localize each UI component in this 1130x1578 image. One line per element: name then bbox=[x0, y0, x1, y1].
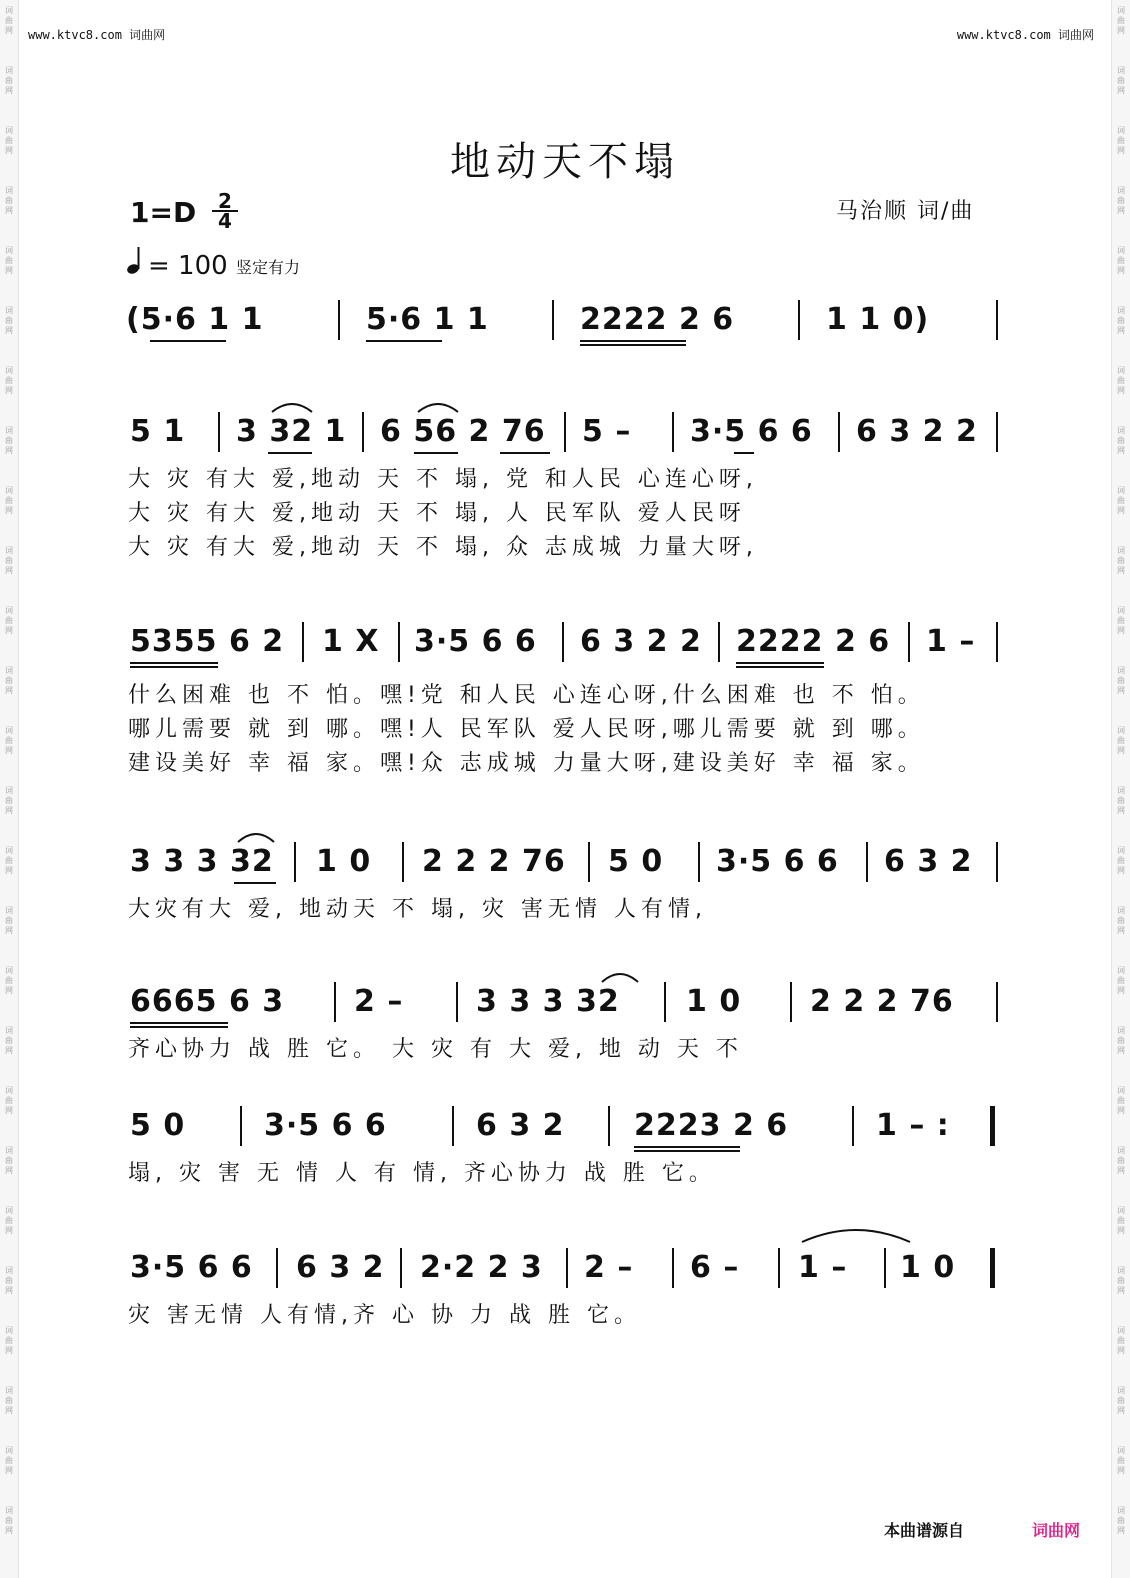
watermark-text: 词 曲 网 bbox=[5, 186, 13, 215]
watermark-text: 词 曲 网 bbox=[1117, 1086, 1125, 1115]
measure: 3·5 6 6 bbox=[130, 1250, 253, 1285]
watermark-text: 词 曲 网 bbox=[5, 1026, 13, 1055]
watermark-text: 词 曲 网 bbox=[1117, 1326, 1125, 1355]
barline bbox=[996, 300, 998, 340]
barline bbox=[400, 1248, 402, 1288]
underline bbox=[580, 340, 686, 342]
watermark-text: 词 曲 网 bbox=[1117, 6, 1125, 35]
underline bbox=[634, 1150, 740, 1152]
barline bbox=[334, 982, 336, 1022]
footer-source-label: 本曲谱源自 bbox=[884, 1521, 965, 1540]
underline bbox=[500, 452, 550, 454]
barline bbox=[866, 842, 868, 882]
watermark-text: 词 曲 网 bbox=[5, 666, 13, 695]
barline bbox=[672, 412, 674, 452]
barline bbox=[884, 1248, 886, 1288]
watermark-text: 词 曲 网 bbox=[5, 1446, 13, 1475]
underline bbox=[234, 882, 276, 884]
watermark-text: 词 曲 网 bbox=[5, 366, 13, 395]
watermark-text: 词 曲 网 bbox=[5, 1086, 13, 1115]
watermark-text: 词 曲 网 bbox=[1117, 426, 1125, 455]
measure: 1 1 0) bbox=[826, 302, 930, 337]
time-signature bbox=[212, 189, 238, 233]
measure: 5 0 bbox=[130, 1108, 186, 1143]
barline bbox=[218, 412, 220, 452]
music-system-3 bbox=[0, 620, 1130, 664]
underline bbox=[736, 666, 824, 668]
watermark-text: 词 曲 网 bbox=[1117, 486, 1125, 515]
measure: 2 – bbox=[354, 984, 404, 1019]
tie bbox=[800, 1224, 912, 1244]
measure: 5 – bbox=[582, 414, 632, 449]
watermark-text: 词 曲 网 bbox=[5, 1326, 13, 1355]
key-signature: 1=D bbox=[130, 196, 197, 229]
tempo-value: = 100 bbox=[148, 251, 228, 281]
lyric-line-8: 齐心协力 战 胜 它。 大 灾 有 大 爱, 地 动 天 不 bbox=[128, 1037, 743, 1062]
lyric-line-3: 大 灾 有大 爱,地动 天 不 塌, 众 志成城 力量大呀, bbox=[128, 535, 758, 560]
barline bbox=[562, 622, 564, 662]
barline bbox=[996, 982, 998, 1022]
barline bbox=[608, 1106, 610, 1146]
song-title: 地动天不塌 bbox=[450, 139, 680, 185]
lyric-line-1: 大 灾 有大 爱,地动 天 不 塌, 党 和人民 心连心呀, bbox=[128, 467, 758, 492]
underline bbox=[130, 666, 218, 668]
slur bbox=[236, 830, 276, 844]
measure: 6 56 2 76 bbox=[380, 414, 546, 449]
lyric-line-5: 哪儿需要 就 到 哪。嘿!人 民军队 爱人民呀,哪儿需要 就 到 哪。 bbox=[128, 717, 925, 742]
watermark-text: 词 曲 网 bbox=[5, 126, 13, 155]
measure: 1 X bbox=[322, 624, 380, 659]
measure: 2222 2 6 bbox=[736, 624, 891, 659]
barline bbox=[240, 1106, 242, 1146]
barline bbox=[698, 842, 700, 882]
barline bbox=[338, 300, 340, 340]
barline bbox=[362, 412, 364, 452]
barline bbox=[996, 412, 998, 452]
measure: 5 0 bbox=[608, 844, 664, 879]
lyric-line-6: 建设美好 幸 福 家。嘿!众 志成城 力量大呀,建设美好 幸 福 家。 bbox=[128, 751, 925, 776]
underline bbox=[736, 662, 824, 664]
watermark-text: 词 曲 网 bbox=[1117, 366, 1125, 395]
measure: 3 3 3 32 bbox=[476, 984, 620, 1019]
watermark-text: 词 曲 网 bbox=[1117, 186, 1125, 215]
lyric-line-9: 塌, 灾 害 无 情 人 有 情, 齐心协力 战 胜 它。 bbox=[128, 1161, 716, 1186]
watermark-text: 词 曲 网 bbox=[5, 306, 13, 335]
watermark-text: 词 曲 网 bbox=[5, 66, 13, 95]
watermark-text: 词 曲 网 bbox=[5, 1206, 13, 1235]
barline bbox=[402, 842, 404, 882]
barline bbox=[664, 982, 666, 1022]
barline bbox=[552, 300, 554, 340]
final-barline bbox=[990, 1248, 995, 1288]
watermark-text: 词 曲 网 bbox=[1117, 966, 1125, 995]
barline bbox=[452, 1106, 454, 1146]
barline bbox=[996, 622, 998, 662]
underline bbox=[130, 1022, 228, 1024]
tempo-expression: 竖定有力 bbox=[235, 258, 300, 277]
watermark-text: 词 曲 网 bbox=[5, 486, 13, 515]
lyric-line-10: 灾 害无情 人有情,齐 心 协 力 战 胜 它。 bbox=[128, 1303, 641, 1328]
watermark-text: 词 曲 网 bbox=[1117, 1386, 1125, 1415]
lyric-line-2: 大 灾 有大 爱,地动 天 不 塌, 人 民军队 爱人民呀 bbox=[128, 501, 746, 526]
time-sig-top: 2 bbox=[212, 192, 238, 212]
measure: 2 – bbox=[584, 1250, 634, 1285]
measure: 1 0 bbox=[686, 984, 742, 1019]
barline bbox=[672, 1248, 674, 1288]
barline bbox=[996, 842, 998, 882]
watermark-text: 词 曲 网 bbox=[5, 1506, 13, 1535]
slur bbox=[600, 970, 640, 984]
watermark-text: 词 曲 网 bbox=[5, 606, 13, 635]
watermark-text: 词 曲 网 bbox=[1117, 1506, 1125, 1535]
watermark-text: 词 曲 网 bbox=[1117, 1146, 1125, 1175]
watermark-text: 词 曲 网 bbox=[5, 546, 13, 575]
measure: 6 3 2 2 bbox=[856, 414, 978, 449]
barline bbox=[778, 1248, 780, 1288]
barline bbox=[302, 622, 304, 662]
quarter-note-icon bbox=[126, 246, 148, 281]
music-system-7 bbox=[0, 1246, 1130, 1290]
watermark-text: 词 曲 网 bbox=[5, 1266, 13, 1295]
barline bbox=[798, 300, 800, 340]
watermark-text: 词 曲 网 bbox=[1117, 606, 1125, 635]
watermark-text: 词 曲 网 bbox=[1117, 306, 1125, 335]
underline bbox=[130, 1026, 228, 1028]
barline bbox=[276, 1248, 278, 1288]
watermark-text: 词 曲 网 bbox=[5, 906, 13, 935]
tempo-mark bbox=[126, 246, 300, 281]
watermark-text: 词 曲 网 bbox=[1117, 1446, 1125, 1475]
measure: 6 3 2 bbox=[476, 1108, 565, 1143]
barline bbox=[852, 1106, 854, 1146]
header-url-right[interactable]: www.ktvc8.com 词曲网 bbox=[956, 28, 1094, 42]
measure: 2 2 2 76 bbox=[810, 984, 954, 1019]
barline bbox=[564, 412, 566, 452]
music-system-5 bbox=[0, 980, 1130, 1024]
barline bbox=[566, 1248, 568, 1288]
watermark-text: 词 曲 网 bbox=[5, 426, 13, 455]
watermark-text: 词 曲 网 bbox=[1117, 1266, 1125, 1295]
watermark-text: 词 曲 网 bbox=[1117, 1206, 1125, 1235]
measure: 1 0 bbox=[316, 844, 372, 879]
barline bbox=[588, 842, 590, 882]
left-watermark-strip bbox=[0, 0, 19, 1578]
repeat-end-barline bbox=[990, 1106, 995, 1146]
lyric-line-4: 什么困难 也 不 怕。嘿!党 和人民 心连心呀,什么困难 也 不 怕。 bbox=[128, 683, 925, 708]
lyric-line-7: 大灾有大 爱, 地动天 不 塌, 灾 害无情 人有情, bbox=[128, 897, 707, 922]
measure: 6 3 2 bbox=[296, 1250, 385, 1285]
barline bbox=[718, 622, 720, 662]
measure: 2 2 2 76 bbox=[422, 844, 566, 879]
watermark-text: 词 曲 网 bbox=[5, 246, 13, 275]
measure: 3·5 6 6 bbox=[690, 414, 813, 449]
watermark-text: 词 曲 网 bbox=[5, 6, 13, 35]
right-watermark-strip bbox=[1111, 0, 1130, 1578]
watermark-text: 词 曲 网 bbox=[1117, 846, 1125, 875]
music-system-4 bbox=[0, 840, 1130, 884]
slur bbox=[416, 400, 460, 414]
watermark-text: 词 曲 网 bbox=[5, 726, 13, 755]
watermark-text: 词 曲 网 bbox=[5, 966, 13, 995]
composer-credit: 马治顺 词/曲 bbox=[836, 199, 975, 224]
measure: 1 0 bbox=[900, 1250, 956, 1285]
measure: 2·2 2 3 bbox=[420, 1250, 543, 1285]
measure: 1 – bbox=[798, 1250, 848, 1285]
music-system-2 bbox=[0, 410, 1130, 454]
measure: 3·5 6 6 bbox=[716, 844, 839, 879]
watermark-text: 词 曲 网 bbox=[5, 846, 13, 875]
music-system-6 bbox=[0, 1104, 1130, 1148]
watermark-text: 词 曲 网 bbox=[5, 1146, 13, 1175]
underline bbox=[634, 1146, 740, 1148]
watermark-text: 词 曲 网 bbox=[1117, 786, 1125, 815]
watermark-text: 词 曲 网 bbox=[1117, 546, 1125, 575]
footer-site-logo[interactable]: 词曲网 bbox=[1032, 1521, 1081, 1540]
underline bbox=[268, 452, 312, 454]
watermark-text: 词 曲 网 bbox=[1117, 246, 1125, 275]
measure: 5 1 bbox=[130, 414, 186, 449]
watermark-text: 词 曲 网 bbox=[1117, 126, 1125, 155]
underline bbox=[580, 344, 686, 346]
measure: 1 – : bbox=[876, 1108, 950, 1143]
measure: 5355 6 2 bbox=[130, 624, 285, 659]
barline bbox=[398, 622, 400, 662]
underline bbox=[414, 452, 458, 454]
watermark-text: 词 曲 网 bbox=[1117, 666, 1125, 695]
measure: 3 32 1 bbox=[236, 414, 347, 449]
barline bbox=[790, 982, 792, 1022]
measure: 6 3 2 2 bbox=[580, 624, 702, 659]
measure: 6665 6 3 bbox=[130, 984, 285, 1019]
measure: 3 3 3 32 bbox=[130, 844, 274, 879]
time-sig-bottom: 4 bbox=[218, 209, 232, 233]
measure: 6 – bbox=[690, 1250, 740, 1285]
music-system-1 bbox=[0, 298, 1130, 342]
watermark-text: 词 曲 网 bbox=[5, 1386, 13, 1415]
measure: 2222 2 6 bbox=[580, 302, 735, 337]
barline bbox=[838, 412, 840, 452]
watermark-text: 词 曲 网 bbox=[5, 786, 13, 815]
barline bbox=[456, 982, 458, 1022]
measure: 1 – bbox=[926, 624, 976, 659]
measure: (5·6 1 1 bbox=[126, 302, 264, 337]
watermark-text: 词 曲 网 bbox=[1117, 66, 1125, 95]
slur bbox=[270, 400, 314, 414]
watermark-text: 词 曲 网 bbox=[1117, 726, 1125, 755]
underline bbox=[366, 340, 442, 342]
barline bbox=[908, 622, 910, 662]
measure: 2223 2 6 bbox=[634, 1108, 789, 1143]
underline bbox=[150, 340, 226, 342]
measure: 3·5 6 6 bbox=[264, 1108, 387, 1143]
underline bbox=[734, 452, 754, 454]
watermark-text: 词 曲 网 bbox=[1117, 906, 1125, 935]
underline bbox=[130, 662, 218, 664]
measure: 3·5 6 6 bbox=[414, 624, 537, 659]
watermark-text: 词 曲 网 bbox=[1117, 1026, 1125, 1055]
measure: 5·6 1 1 bbox=[366, 302, 489, 337]
measure: 6 3 2 bbox=[884, 844, 973, 879]
header-url-left[interactable]: www.ktvc8.com 词曲网 bbox=[28, 28, 166, 42]
barline bbox=[294, 842, 296, 882]
